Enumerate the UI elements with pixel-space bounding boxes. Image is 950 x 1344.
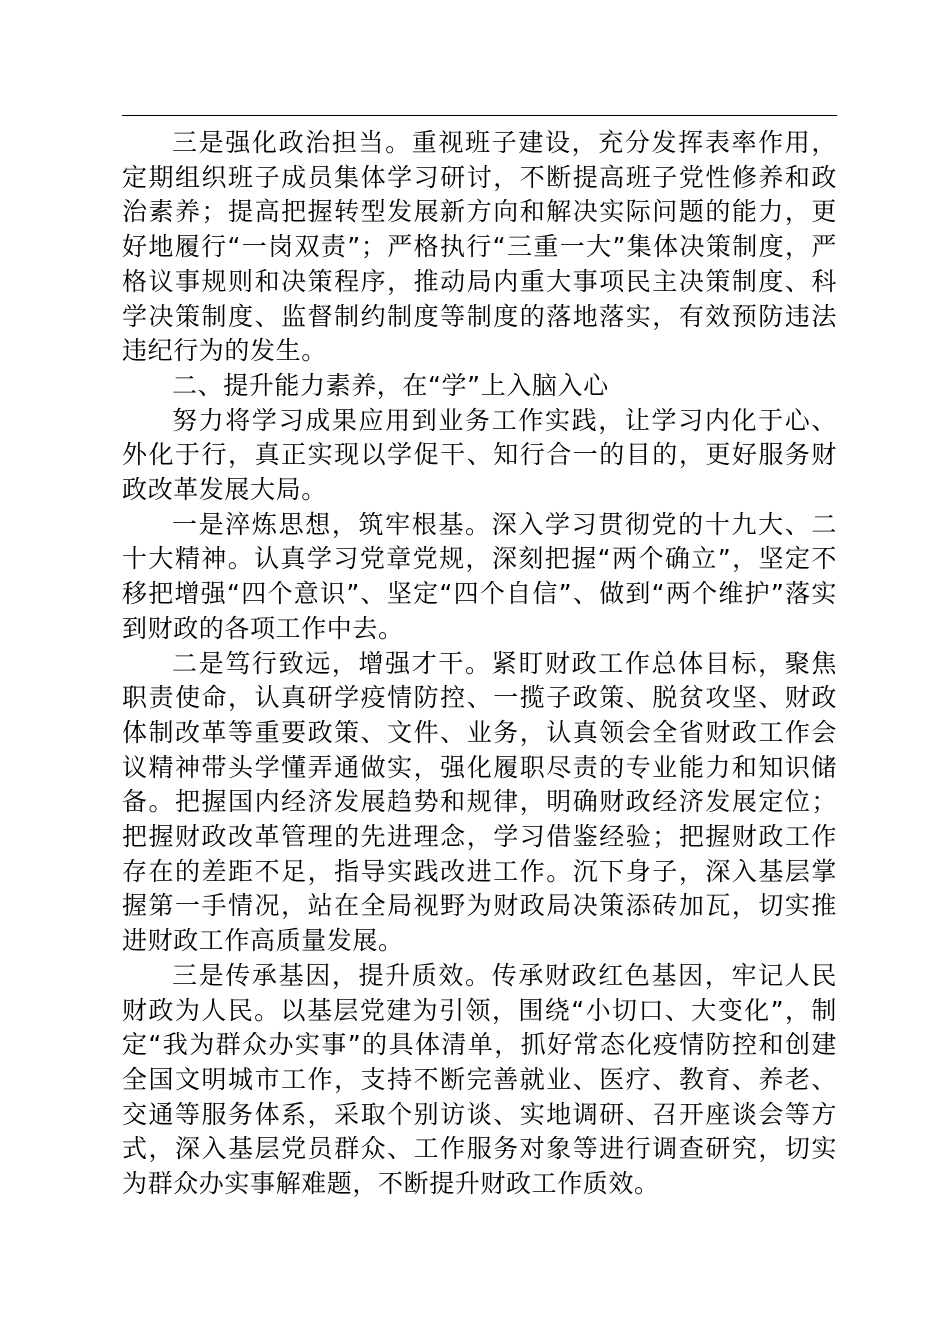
paragraph-political-responsibility: 三是强化政治担当。重视班子建设，充分发挥表率作用，定期组织班子成员集体学习研讨，不断提高班子党性修养和政治素养；提高把握转型发展新方向和解决实际问题的能力，更好地履行“一岗双责”；严格执行“三重一大”集体决策制度，严格议事规则和决策程序，推动局内重大事项民主决策制度、科学决策制度、监督制约制度等制度的落地落实，有效预防违法违纪行为的发生。 <box>122 128 837 366</box>
paragraph-inherit-genes: 三是传承基因，提升质效。传承财政红色基因，牢记人民财政为人民。以基层党建为引领，围绕“小切口、大变化”，制定“我为群众办实事”的具体清单，抓好常态化疫情防控和创建全国文明城市工作，支持不断完善就业、医疗、教育、养老、交通等服务体系，采取个别访谈、实地调研、召开座谈会等方式，深入基层党员群众、工作服务对象等进行调查研究，切实为群众办实事解难题，不断提升财政工作质效。 <box>122 960 837 1199</box>
paragraph-refine-thought: 一是淬炼思想，筑牢根基。深入学习贯彻党的十九大、二十大精神。认真学习党章党规，深刻把握“两个确立”，坚定不移把增强“四个意识”、坚定“四个自信”、做到“两个维护”落实到财政的各项工作中去。 <box>122 509 837 643</box>
document-body <box>122 126 837 1202</box>
paragraph-enhance-ability: 二是笃行致远，增强才干。紧盯财政工作总体目标，聚焦职责使命，认真研学疫情防控、一揽子政策、脱贫攻坚、财政体制改革等重要政策、文件、业务，认真领会全省财政工作会议精神带头学懂弄通做实，强化履职尽责的专业能力和知识储备。把握国内经济发展趋势和规律，明确财政经济发展定位；把握财政改革管理的先进理念，学习借鉴经验；把握财政工作存在的差距不足，指导实践改进工作。沉下身子，深入基层掌握第一手情况，站在全局视野为财政局决策添砖加瓦，切实推进财政工作高质量发展。 <box>122 648 837 956</box>
paragraph-study-practice: 努力将学习成果应用到业务工作实践，让学习内化于心、外化于行，真正实现以学促干、知行合一的目的，更好服务财政改革发展大局。 <box>122 405 837 505</box>
section-heading-ability: 二、提升能力素养，在“学”上入脑入心 <box>172 370 609 400</box>
header-rule <box>122 115 837 116</box>
